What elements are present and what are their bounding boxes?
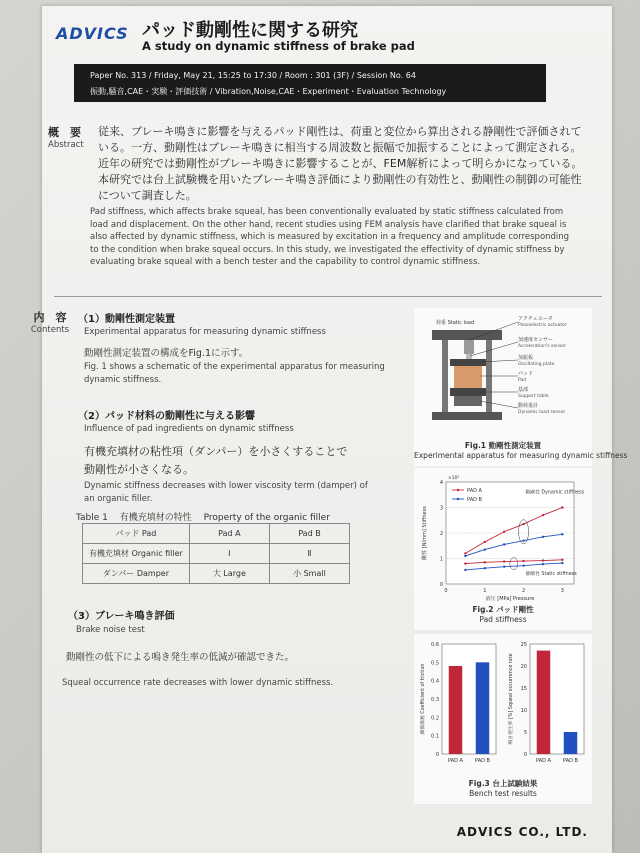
- section1-heading-en: Experimental apparatus for measuring dynamic stiffness: [84, 327, 326, 337]
- y-tick-label: 25: [520, 642, 527, 648]
- category-label: PAD B: [475, 758, 490, 764]
- data-point: [522, 523, 524, 525]
- fig3-caption-jp: Fig.3 台上試験結果: [468, 779, 538, 788]
- section3-heading-en: Brake noise test: [76, 625, 145, 635]
- label-table-en: Support table: [518, 394, 549, 399]
- data-point: [561, 533, 563, 535]
- x-axis-label: 液圧 [MPa] Pressure: [485, 596, 535, 602]
- data-point: [464, 562, 466, 564]
- session-info-bar: [74, 64, 546, 102]
- y-tick-label: 0.3: [431, 697, 439, 703]
- poster: [30, 6, 628, 853]
- section1-body-en-2: dynamic stiffness.: [84, 375, 162, 385]
- label-actuator-jp: アクチュエータ: [518, 316, 553, 322]
- data-point: [503, 531, 505, 533]
- label-plate-jp: 加振板: [518, 355, 534, 361]
- fig1-caption-jp: Fig.1 動剛性測定装置: [464, 441, 542, 450]
- table-cell: Ⅰ: [189, 544, 269, 564]
- y-tick-label: 4: [439, 480, 443, 486]
- annotation-dynamic: 動剛性 Dynamic stiffness: [525, 490, 585, 496]
- table-cell: パッド Pad: [83, 524, 190, 544]
- y-tick-label: 0.6: [431, 642, 439, 648]
- data-point: [542, 563, 544, 565]
- contents-label-jp: 内 容: [33, 311, 67, 324]
- abstract-label-jp: 概 要: [48, 126, 81, 139]
- label-load: 荷重 Static load: [436, 320, 475, 326]
- table-caption: Table 1 有機充填材の特性 Property of the organic filler: [76, 513, 330, 523]
- y-multiplier: ×10⁵: [448, 476, 460, 481]
- y-tick-label: 0.1: [431, 733, 439, 740]
- data-point: [484, 561, 486, 563]
- section2-heading-en: Influence of pad ingredients on dynamic stiffness: [84, 424, 294, 434]
- data-point: [464, 569, 466, 571]
- annotation-static: 静剛性 Static stiffness: [525, 572, 577, 578]
- data-point: [542, 536, 544, 538]
- x-tick-label: 1: [483, 588, 487, 594]
- figure-3: [414, 634, 592, 804]
- data-point: [484, 567, 486, 569]
- data-point: [503, 560, 505, 562]
- x-tick-label: 0: [444, 588, 448, 594]
- section2-body-jp-2: 動剛性が小さくなる。: [84, 463, 194, 476]
- abstract-label: [48, 124, 98, 150]
- divider: [54, 296, 602, 297]
- category-label: PAD A: [536, 758, 551, 764]
- advics-logo: ADVICS: [56, 24, 129, 43]
- data-point: [561, 562, 563, 564]
- label-table-jp: 基部: [518, 387, 529, 393]
- y-tick-label: 15: [520, 686, 527, 692]
- section2-body-en-1: Dynamic stiffness decreases with lower viscosity term (damper) of: [84, 481, 368, 491]
- table-row: [83, 544, 350, 564]
- data-point: [464, 555, 466, 557]
- y-tick-label: 5: [523, 730, 527, 736]
- table-cell: 大 Large: [189, 564, 269, 584]
- x-tick-label: 2: [521, 588, 526, 594]
- y-axis-label: 剛性 [N/mm] Stiffness: [422, 506, 428, 560]
- data-point: [522, 564, 524, 566]
- abstract-text-jp: 従来、ブレーキ鳴きに影響を与えるパッド剛性は、荷重と変位から算出される静剛性で評価されている。一方、動剛性はブレーキ鳴きに相当する周波数と振幅で加振することによって測定される。近年の研究では動剛性がブレーキ鳴きに影響することが、FEM解析によって明らかになっている。本研究では台上試験機を用いたブレーキ鳴き評価により動剛性の有効性と、動剛性の制御の可能性について調査した。: [98, 125, 583, 202]
- data-point: [484, 548, 486, 550]
- squeal-bar-chart: [502, 634, 590, 774]
- table-cell: Pad B: [269, 524, 349, 544]
- data-point: [542, 514, 544, 516]
- fig2-caption-en: Pad stiffness: [479, 615, 527, 624]
- label-pad-jp: パッド: [518, 371, 534, 377]
- y-tick-label: 1: [439, 556, 443, 563]
- organic-filler-table: [82, 523, 350, 584]
- company-name: ADVICS CO., LTD.: [456, 825, 588, 839]
- data-point: [503, 543, 505, 545]
- y-axis-label: 摩擦係数 Coefficient of friction: [421, 663, 426, 735]
- y-tick-label: 0.2: [431, 715, 439, 722]
- abstract-text-en: Pad stiffness, which affects brake squeal, has been conventionally evaluated by static stiffness calculated from load and displacement. On the other hand, recent studies using FEM analysis have clarified that brake squeal is also affected by dynamic stiffness, which is measured by excitation in a frequency and amplitude corresponding to the condition when brake squeal occurs. In this study, we investigated the effectivity of dynamic stiffness by evaluating brake squeal with a bench tester and the capability to control dynamic stiffness.: [90, 207, 570, 267]
- section1-heading-jp: （1）動剛性測定装置: [78, 314, 175, 325]
- load-sensor: [454, 396, 482, 406]
- data-point: [522, 560, 524, 562]
- label-accel-en: Acceleration's sensor: [518, 344, 566, 349]
- table-cell: ダンパー Damper: [83, 564, 190, 584]
- x-tick-label: 3: [560, 588, 564, 594]
- bar: [476, 662, 490, 754]
- data-point: [561, 506, 563, 508]
- fig3-caption-en: Bench test results: [469, 789, 537, 798]
- label-sensor-en: Dynamic load sensor: [518, 410, 566, 415]
- category-label: PAD A: [448, 758, 463, 764]
- data-point: [542, 559, 544, 561]
- y-tick-label: 3: [439, 505, 443, 512]
- y-tick-label: 0: [435, 752, 439, 758]
- table-cell: Ⅱ: [269, 544, 349, 564]
- legend-label: PAD A: [467, 488, 482, 494]
- y-tick-label: 0.5: [431, 660, 439, 667]
- y-tick-label: 2: [439, 531, 443, 537]
- data-point: [522, 539, 524, 541]
- label-actuator-en: Piezoelectric actuator: [518, 323, 567, 328]
- legend-marker: [457, 489, 459, 491]
- pad-block: [454, 366, 482, 388]
- label-plate-en: Oscillating plate: [518, 362, 555, 367]
- accel-sensor: [466, 354, 472, 359]
- section2-body-jp-1: 有機充填材の粘性項（ダンパー）を小さくすることで: [84, 445, 348, 458]
- section2-heading-jp: （2）パッド材料の動剛性に与える影響: [78, 411, 255, 422]
- section3-heading-jp: （3）ブレーキ鳴き評価: [68, 611, 175, 622]
- table-cell: 小 Small: [269, 564, 349, 584]
- y-tick-label: 10: [520, 708, 527, 714]
- bar: [537, 651, 551, 754]
- bar: [449, 666, 463, 754]
- data-point: [464, 552, 466, 554]
- bar: [564, 732, 578, 754]
- data-point: [561, 559, 563, 561]
- data-point: [503, 565, 505, 567]
- title-en: A study on dynamic stiffness of brake pad: [142, 39, 415, 53]
- data-point: [484, 541, 486, 543]
- label-sensor-jp: 動荷重計: [518, 403, 539, 409]
- friction-bar-chart: [414, 634, 502, 774]
- fig2-caption-jp: Fig.2 パッド剛性: [472, 605, 534, 614]
- y-tick-label: 20: [520, 664, 527, 670]
- table-cell: Pad A: [189, 524, 269, 544]
- table-cell: 有機充填材 Organic filler: [83, 544, 190, 564]
- title-jp: パッド動剛性に関する研究: [142, 20, 358, 41]
- y-axis-label: 鳴き発生率 [%] Squeal occurrence rate: [509, 653, 514, 745]
- figure-2: [414, 468, 592, 630]
- y-tick-label: 0: [439, 582, 443, 588]
- apparatus-schematic: [414, 308, 592, 440]
- legend-marker: [457, 498, 459, 500]
- abstract-label-en: Abstract: [48, 140, 84, 150]
- section3-body-jp: 動剛性の低下による鳴き発生率の低減が確認できた。: [66, 652, 295, 663]
- actuator: [464, 340, 474, 354]
- left-column: [442, 340, 448, 412]
- section1-body-en-1: Fig. 1 shows a schematic of the experimental apparatus for measuring: [84, 362, 385, 372]
- label-pad-en: Pad: [518, 378, 527, 383]
- stiffness-line-chart: [414, 468, 592, 604]
- section2-body-en-2: an organic filler.: [84, 494, 153, 504]
- figure-1: [414, 308, 628, 466]
- label-accel-jp: 加速度センサー: [518, 337, 554, 343]
- y-tick-label: 0: [523, 752, 527, 758]
- keywords: 振動,騒音,CAE・実験・評価技術 / Vibration,Noise,CAE・Experiment・Evaluation Technology: [90, 87, 447, 96]
- contents-label-en: Contents: [30, 325, 70, 335]
- legend-label: PAD B: [467, 497, 482, 503]
- paper-info: Paper No. 313 / Friday, May 21, 15:25 to 17:30 / Room : 301 (3F) / Session No. 64: [90, 71, 416, 80]
- contents-label: [20, 309, 80, 335]
- oscillating-plate: [450, 359, 486, 366]
- fig1-caption-en: Experimental apparatus for measuring dynamic stiffness: [414, 451, 628, 460]
- category-label: PAD B: [563, 758, 578, 764]
- table-row: [83, 524, 350, 544]
- table-row: [83, 564, 350, 584]
- section1-body-jp: 動剛性測定装置の構成をFig.1に示す。: [84, 348, 249, 359]
- section3-body-en: Squeal occurrence rate decreases with lower dynamic stiffness.: [62, 678, 334, 688]
- base-frame: [432, 412, 502, 420]
- y-tick-label: 0.4: [431, 678, 439, 685]
